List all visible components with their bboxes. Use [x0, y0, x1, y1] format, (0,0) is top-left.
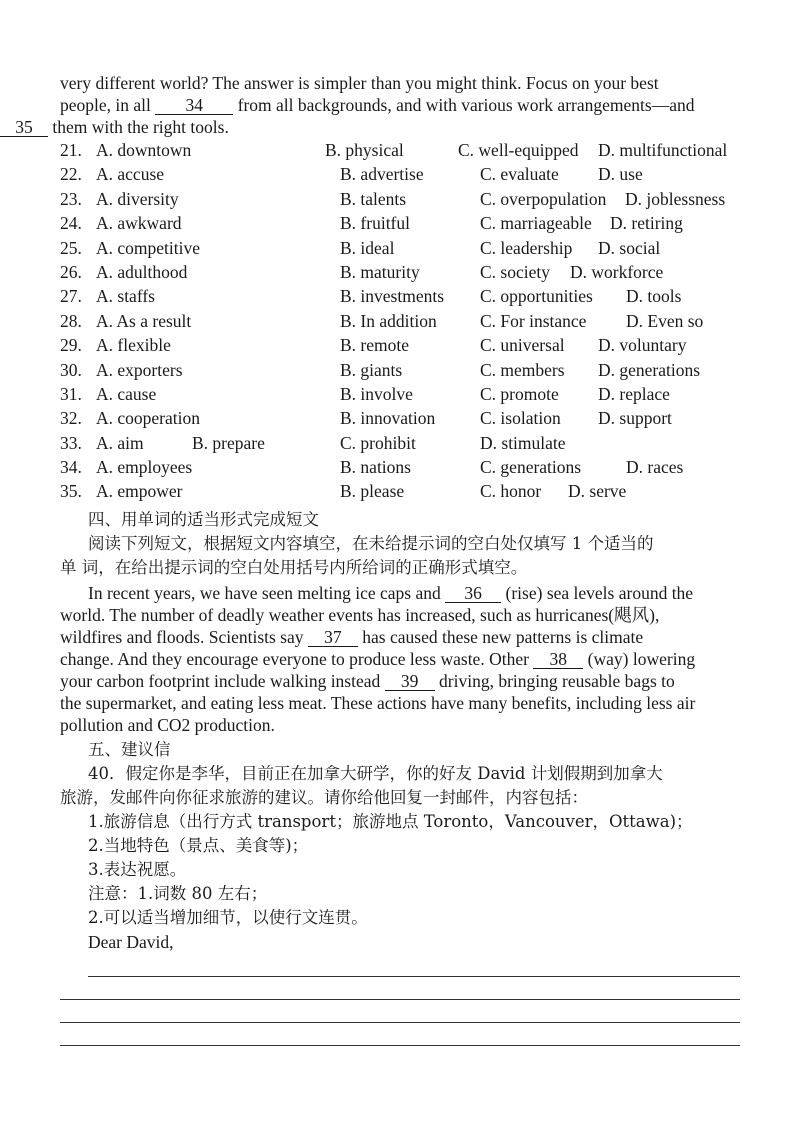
- option-a: A. awkward: [96, 213, 182, 234]
- option-b: B. innovation: [340, 408, 436, 429]
- intro-line-1: very different world? The answer is simpler than you might think. Focus on your best: [60, 73, 659, 93]
- question-number: 33.: [60, 432, 82, 453]
- option-c: C. opportunities: [480, 286, 593, 307]
- intro-text: them with the right tools.: [52, 117, 229, 137]
- option-d: D. workforce: [570, 261, 664, 282]
- option-d: D. joblessness: [625, 188, 726, 209]
- passage-text: driving, bringing reusable bags to: [439, 670, 675, 691]
- intro-text: from all backgrounds, and with various work arrangements—and: [237, 95, 695, 115]
- option-c: C. well-equipped: [458, 140, 579, 160]
- options-list: [60, 140, 740, 506]
- option-a: A. aim: [96, 432, 144, 453]
- passage-text: (way) lowering: [587, 648, 696, 669]
- question-row: [60, 360, 740, 384]
- option-c: C. evaluate: [480, 164, 559, 185]
- option-b: B. investments: [340, 286, 445, 307]
- section-4-heading: 四、用单词的适当形式完成短文: [88, 509, 319, 529]
- question-number: 22.: [60, 164, 82, 185]
- question-row: [60, 457, 740, 481]
- intro-line-3: [15, 116, 740, 138]
- passage-line: pollution and CO2 production.: [60, 714, 275, 735]
- section-5: [60, 738, 740, 1046]
- option-c: C. honor: [480, 481, 542, 502]
- note: 注意：1.词数 80 左右；: [88, 883, 268, 903]
- question-number: 24.: [60, 213, 82, 234]
- option-c: C. generations: [480, 457, 582, 478]
- passage-text: your carbon footprint include walking instead: [60, 670, 381, 691]
- question-row: [60, 213, 740, 237]
- question-row: [60, 262, 740, 286]
- option-a: A. staffs: [96, 286, 155, 307]
- intro-line-2: [60, 94, 740, 116]
- option-a: A. diversity: [96, 188, 179, 209]
- option-d: D. retiring: [610, 213, 683, 234]
- question-row: [60, 140, 740, 164]
- passage-line: [60, 582, 740, 604]
- passage-text: (rise) sea levels around the: [505, 582, 694, 603]
- option-c: C. promote: [480, 383, 559, 404]
- option-a: A. exporters: [96, 359, 183, 380]
- option-c: C. overpopulation: [480, 188, 607, 209]
- question-number: 25.: [60, 237, 82, 258]
- option-d: D. serve: [568, 481, 627, 502]
- option-c: C. marriageable: [480, 213, 592, 234]
- option-d: D. multifunctional: [598, 140, 728, 160]
- question-number: 28.: [60, 310, 82, 331]
- passage-line: world. The number of deadly weather events has increased, such as hurricanes(飓风),: [60, 604, 660, 625]
- option-b: B. please: [340, 481, 405, 502]
- question-row: [60, 335, 740, 359]
- option-b: B. nations: [340, 457, 411, 478]
- question-row: [60, 164, 740, 188]
- option-c: C. members: [480, 359, 565, 380]
- passage-text: In recent years, we have seen melting ice caps and: [88, 582, 441, 603]
- option-d: D. races: [626, 457, 684, 478]
- option-b: B. maturity: [340, 261, 420, 282]
- question-row: [60, 189, 740, 213]
- salutation: Dear David,: [88, 931, 174, 952]
- blank-37[interactable]: 37: [308, 628, 358, 647]
- option-a: A. accuse: [96, 164, 165, 185]
- requirement-item: 3.表达祝愿。: [88, 859, 187, 879]
- note: 2.可以适当增加细节，以使行文连贯。: [88, 907, 368, 927]
- question-row: [60, 481, 740, 505]
- question-number: 35.: [60, 481, 82, 502]
- blank-35: 35: [0, 118, 48, 137]
- writing-line[interactable]: [60, 977, 740, 1000]
- question-row: [60, 433, 740, 457]
- requirement-item: 1.旅游信息（出行方式 transport；旅游地点 Toronto，Vancouver，Ottawa)；: [88, 811, 693, 831]
- passage-text: has caused these new patterns is climate: [362, 626, 644, 647]
- option-c: C. For instance: [480, 310, 587, 331]
- question-number: 29.: [60, 335, 82, 356]
- option-b: B. advertise: [340, 164, 424, 185]
- question-row: [60, 384, 740, 408]
- option-a: A. competitive: [96, 237, 201, 258]
- option-b: B. giants: [340, 359, 403, 380]
- requirement-item: 2.当地特色（景点、美食等)；: [88, 835, 309, 855]
- option-b: B. fruitful: [340, 213, 410, 234]
- section-4-instruction: 阅读下列短文，根据短文内容填空，在未给提示词的空白处仅填写 1 个适当的: [88, 533, 654, 553]
- passage-line: [60, 648, 740, 670]
- blank-36[interactable]: 36: [445, 584, 501, 603]
- question-number: 26.: [60, 261, 82, 282]
- option-b: B. physical: [325, 140, 404, 160]
- section-4-instruction: 单 词，在给出提示词的空白处用括号内所给词的正确形式填空。: [60, 557, 528, 577]
- question-row: [60, 408, 740, 432]
- option-c: C. society: [480, 261, 550, 282]
- option-b: B. In addition: [340, 310, 437, 331]
- blank-34: 34: [155, 96, 233, 115]
- section-4: [60, 508, 740, 736]
- option-c: C. prohibit: [340, 432, 416, 453]
- exam-page: [15, 72, 740, 1046]
- question-40-prompt: 旅游，发邮件向你征求旅游的建议。请你给他回复一封邮件，内容包括：: [60, 787, 588, 807]
- question-number: 32.: [60, 408, 82, 429]
- option-b: B. involve: [340, 383, 413, 404]
- option-d: D. use: [598, 164, 643, 185]
- writing-line[interactable]: [88, 954, 740, 977]
- option-c: C. universal: [480, 335, 565, 356]
- option-d: D. support: [598, 408, 672, 429]
- question-number: 27.: [60, 286, 82, 307]
- option-b: B. talents: [340, 188, 407, 209]
- passage: [60, 582, 740, 736]
- option-d: D. replace: [598, 383, 670, 404]
- option-d: D. voluntary: [598, 335, 687, 356]
- blank-38[interactable]: 38: [533, 650, 583, 669]
- option-b: B. remote: [340, 335, 410, 356]
- option-d: D. social: [598, 237, 661, 258]
- passage-line: the supermarket, and eating less meat. These actions have many benefits, including less air: [60, 692, 696, 713]
- option-a: A. downtown: [96, 140, 192, 160]
- question-number: 34.: [60, 457, 82, 478]
- option-a: A. flexible: [96, 335, 171, 356]
- passage-line: [60, 626, 740, 648]
- question-number: 31.: [60, 383, 82, 404]
- option-a: A. cooperation: [96, 408, 200, 429]
- option-a: A. empower: [96, 481, 183, 502]
- passage-line: [60, 670, 740, 692]
- option-d: D. generations: [598, 359, 701, 380]
- option-c: C. leadership: [480, 237, 573, 258]
- option-d: D. tools: [626, 286, 682, 307]
- option-a: A. As a result: [96, 310, 192, 331]
- question-number: 23.: [60, 188, 82, 209]
- writing-line[interactable]: [60, 1000, 740, 1023]
- option-a: A. employees: [96, 457, 193, 478]
- option-d: D. Even so: [626, 310, 704, 331]
- question-row: [60, 286, 740, 310]
- option-a: A. adulthood: [96, 261, 188, 282]
- question-number: 21.: [60, 140, 82, 160]
- passage-text: change. And they encourage everyone to produce less waste. Other: [60, 648, 529, 669]
- intro-text: people, in all: [60, 95, 151, 115]
- writing-line[interactable]: [60, 1023, 740, 1046]
- passage-text: wildfires and floods. Scientists say: [60, 626, 304, 647]
- section-5-heading: 五、建议信: [88, 739, 171, 759]
- option-c: C. isolation: [480, 408, 561, 429]
- blank-39[interactable]: 39: [385, 672, 435, 691]
- question-row: [60, 311, 740, 335]
- option-b: B. prepare: [192, 432, 265, 453]
- option-a: A. cause: [96, 383, 157, 404]
- question-number: 30.: [60, 359, 82, 380]
- question-40-prompt: 40．假定你是李华，目前正在加拿大研学，你的好友 David 计划假期到加拿大: [88, 763, 663, 783]
- question-row: [60, 238, 740, 262]
- writing-area[interactable]: [60, 954, 740, 1046]
- option-d: D. stimulate: [480, 432, 566, 453]
- option-b: B. ideal: [340, 237, 395, 258]
